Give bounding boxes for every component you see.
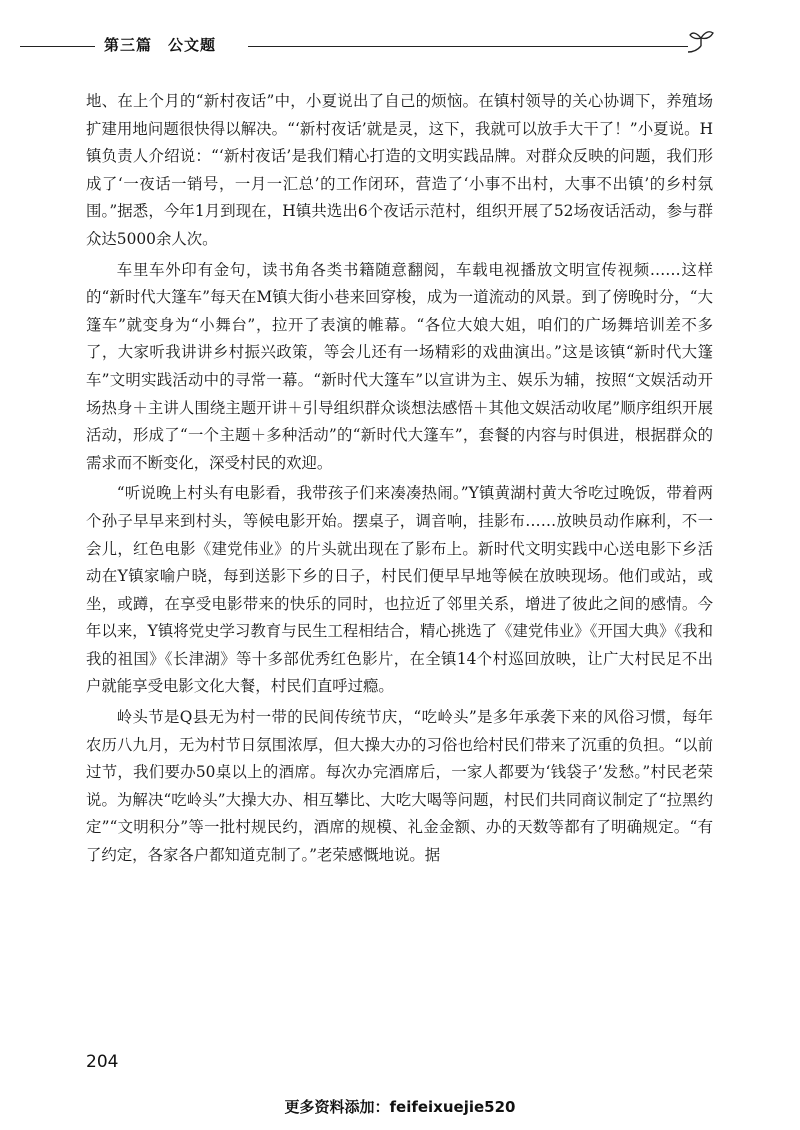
page-header xyxy=(0,28,800,64)
page-number: 204 xyxy=(86,1052,119,1072)
article-body xyxy=(86,88,713,870)
paragraph: 岭头节是Q县无为村一带的民间传统节庆，“吃岭头”是多年承袭下来的风俗习惯，每年农历八九月，无为村节日氛围浓厚，但大操大办的习俗也给村民们带来了沉重的负担。“以前过节，我们要办50桌以上的酒席。每次办完酒席后，一家人都要为‘钱袋子’发愁。”村民老荣说。为解决“吃岭头”大操大办、相互攀比、大吃大喝等问题，村民们共同商议制定了“拉黑约定”“文明积分”等一批村规民约，酒席的规模、礼金金额、办的天数等都有了明确规定。“有了约定，各家各户都知道克制了。”老荣感慨地说。据 xyxy=(86,708,713,865)
footer-note: 更多资料添加：feifeixuejie520 xyxy=(284,1098,516,1116)
paragraph: 地、在上个月的“新村夜话”中，小夏说出了自己的烦恼。在镇村领导的关心协调下，养殖场扩建用地问题很快得以解决。“‘新村夜话’就是灵，这下，我就可以放手大干了！”小夏说。H镇负责人介绍说：“‘新村夜话’是我们精心打造的文明实践品牌。对群众反映的问题，我们形成了‘一夜话一销号，一月一汇总’的工作闭环，营造了‘小事不出村，大事不出镇’的乡村氛围。”据悉，今年1月到现在，H镇共选出6个夜话示范村，组织开展了52场夜话活动，参与群众达5000余人次。 xyxy=(86,92,713,248)
header-rule-left xyxy=(20,46,95,47)
paragraph: “听说晚上村头有电影看，我带孩子们来凑凑热闹。”Y镇黄湖村黄大爷吃过晚饭，带着两个孙子早早来到村头，等候电影开始。摆桌子，调音响，挂影布……放映员动作麻利，不一会儿，红色电影《建党伟业》的片头就出现在了影布上。新时代文明实践中心送电影下乡活动在Y镇家喻户晓，每到送影下乡的日子，村民们便早早地等候在放映现场。他们或站，或坐，或蹲，在享受电影带来的快乐的同时，也拉近了邻里关系，增进了彼此之间的感情。今年以来，Y镇将党史学习教育与民生工程相结合，精心挑选了《建党伟业》《开国大典》《我和我的祖国》《长津湖》等十多部优秀红色影片，在全镇14个村巡回放映，让广大村民足不出户就能享受电影文化大餐，村民们直呼过瘾。 xyxy=(86,484,713,696)
section-title: 第三篇 公文题 xyxy=(104,36,217,54)
header-rule-right xyxy=(248,46,688,47)
paragraph: 车里车外印有金句，读书角各类书籍随意翻阅，车载电视播放文明宣传视频……这样的“新时代大篷车”每天在M镇大街小巷来回穿梭，成为一道流动的风景。到了傍晚时分，“大篷车”就变身为“小舞台”，拉开了表演的帷幕。“各位大娘大姐，咱们的广场舞培训差不多了，大家听我讲讲乡村振兴政策，等会儿还有一场精彩的戏曲演出。”这是该镇“新时代大篷车”文明实践活动中的寻常一幕。“新时代大篷车”以宣讲为主、娱乐为辅，按照“文娱活动开场热身＋主讲人围绕主题开讲＋引导组织群众谈想法感悟＋其他文娱活动收尾”顺序组织开展活动，形成了“一个主题＋多种活动”的“新时代大篷车”，套餐的内容与时俱进，根据群众的需求而不断变化，深受村民的欢迎。 xyxy=(86,260,713,472)
sprout-icon xyxy=(686,28,716,54)
